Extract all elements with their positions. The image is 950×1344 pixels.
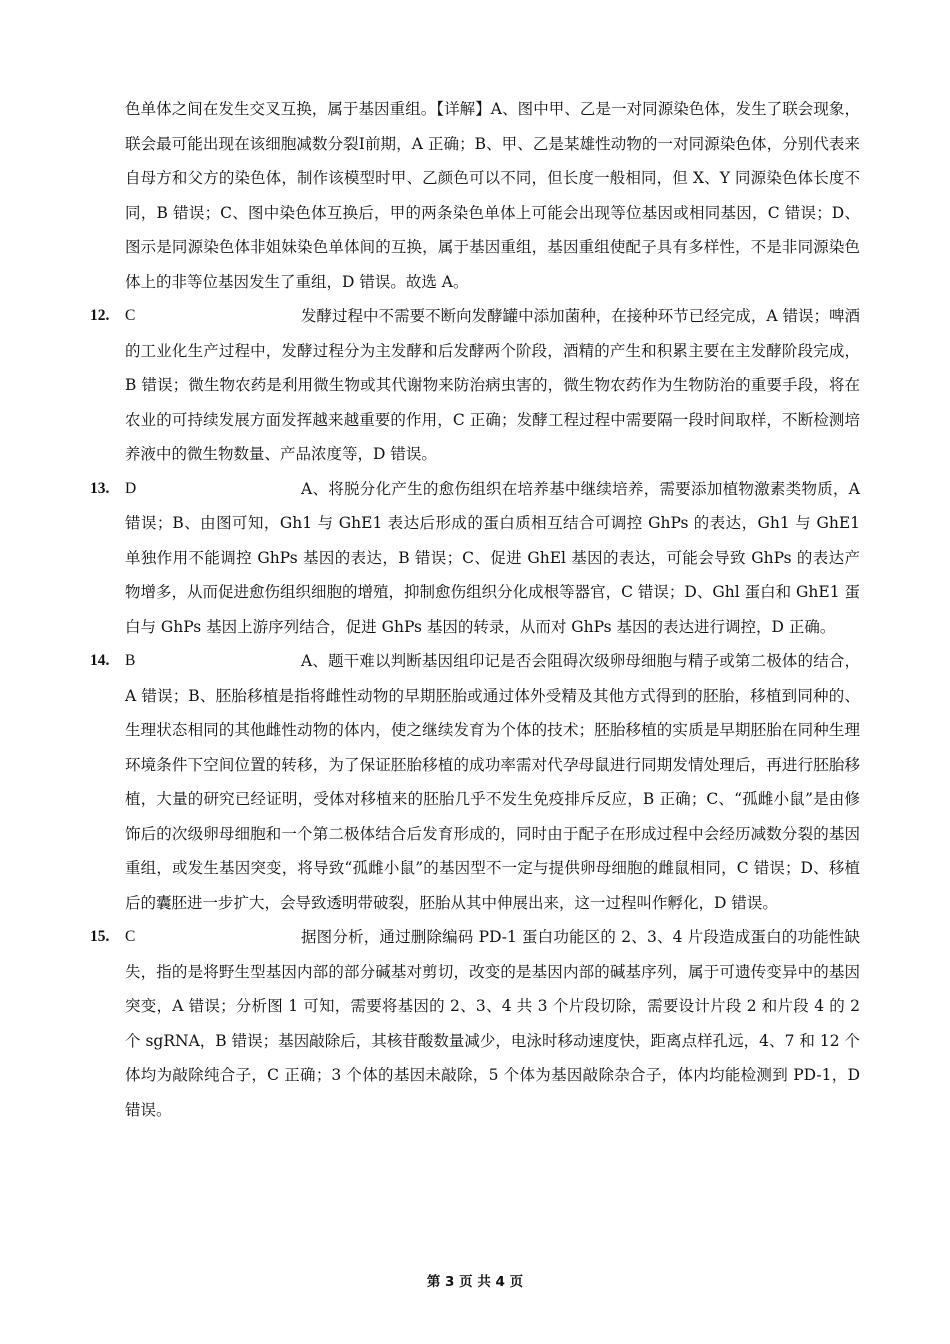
answer-item-15 bbox=[90, 920, 860, 1127]
explanation-text: A、将脱分化产生的愈伤组织在培养基中继续培养，需要添加植物激素类物质，A 错误；B、由图可知，Gh1 与 GhE1 表达后形成的蛋白质相互结合可调控 GhPs 的表达，Gh1 与 GhE1 单独作用不能调控 GhPs 基因的表达，B 错误；C、促进 GhEl 基因的表达，可能会导致 GhPs 的表达产物增多，从而促进愈伤组织细胞的增殖，抑制愈伤组织分化成根等器官，C 错误；D、Ghl 蛋白和 GhE1 蛋白与 GhPs 基因上游序列结合，促进 GhPs 基因的转录，从而对 GhPs 基因的表达进行调控，D 正确。 bbox=[125, 479, 860, 636]
question-number: 15. bbox=[90, 928, 110, 945]
question-number: 13. bbox=[90, 479, 110, 497]
explanation-text: 据图分析，通过删除编码 PD-1 蛋白功能区的 2、3、4 片段造成蛋白的功能性缺失，指的是将野生型基因内部的部分碱基对剪切，改变的是基因内部的碱基序列，属于可遗传变异中的基因突变，A 错误；分析图 1 可知，需要将基因的 2、3、4 共 3 个片段切除，需要设计片段 2 和片段 4 的 2 个 sgRNA，B 错误；基因敲除后，其核苷酸数量减少，电泳时移动速度快，距离点样孔远，4、7 和 12 个体均为敲除纯合子，C 正确；3 个体的基因未敲除，5 个体为基因敲除杂合子，体内均能检测到 PD-1，D 错误。 bbox=[125, 928, 860, 1119]
answer-choice: D bbox=[125, 479, 137, 497]
question-number: 14. bbox=[90, 652, 110, 669]
explanation-text: 发酵过程中不需要不断向发酵罐中添加菌种，在接种环节已经完成，A 错误；啤酒的工业化生产过程中，发酵过程分为主发酵和后发酵两个阶段，酒精的产生和积累主要在主发酵阶段完成，B 错误；微生物农药是利用微生物或其代谢物来防治病虫害的，微生物农药作为生物防治的重要手段，将在农业的可持续发展方面发挥越来越重要的作用，C 正确；发酵工程过程中需要隔一段时间取样，不断检测培养液中的微生物数量、产品浓度等，D 错误。 bbox=[125, 307, 860, 463]
answer-item-12 bbox=[90, 299, 860, 472]
answer-item-14 bbox=[90, 644, 860, 920]
answer-choice: B bbox=[125, 652, 136, 669]
answer-content bbox=[90, 92, 860, 1127]
explanation-text: A、题干难以判断基因组印记是否会阻碍次级卵母细胞与精子或第二极体的结合，A 错误；B、胚胎移植是指将雌性动物的早期胚胎或通过体外受精及其他方式得到的胚胎，移植到同种的、生理状态相同的其他雌性动物的体内，使之继续发育为个体的技术；胚胎移植的实质是早期胚胎在同种生理环境条件下空间位置的转移，为了保证胚胎移植的成功率需对代孕母鼠进行同期发情处理后，再进行胚胎移植，大量的研究已经证明，受体对移植来的胚胎几乎不发生免疫排斥反应，B 正确；C、“孤雌小鼠”是由修饰后的次级卵母细胞和一个第二极体结合后发育形成的，同时由于配子在形成过程中会经历减数分裂的基因重组，或发生基因突变，将导致“孤雌小鼠”的基因型不一定与提供卵母细胞的雌鼠相同，C 错误；D、移植后的囊胚进一步扩大，会导致透明带破裂，胚胎从其中伸展出来，这一过程叫作孵化，D 错误。 bbox=[125, 652, 860, 912]
answer-choice: C bbox=[125, 928, 136, 945]
question-number: 12. bbox=[90, 307, 110, 324]
page-footer: 第 3 页 共 4 页 bbox=[426, 1274, 524, 1290]
answer-choice: C bbox=[125, 307, 136, 324]
answer-item-13 bbox=[90, 472, 860, 645]
continuation-paragraph: 色单体之间在发生交叉互换，属于基因重组。【详解】A、图中甲、乙是一对同源染色体，发生了联会现象，联会最可能出现在该细胞减数分裂Ⅰ前期，A 正确；B、甲、乙是某雄性动物的一对同源染色体，分别代表来自母方和父方的染色体，制作该模型时甲、乙颜色可以不同，但长度一般相同，但 X、Y 同源染色体长度不同，B 错误；C、图中染色体互换后，甲的两条染色单体上可能会出现等位基因或相同基因，C 错误；D、图示是同源染色体非姐妹染色单体间的互换，属于基因重组，基因重组使配子具有多样性，不是非同源染色体上的非等位基因发生了重组，D 错误。故选 A。 bbox=[125, 100, 860, 291]
